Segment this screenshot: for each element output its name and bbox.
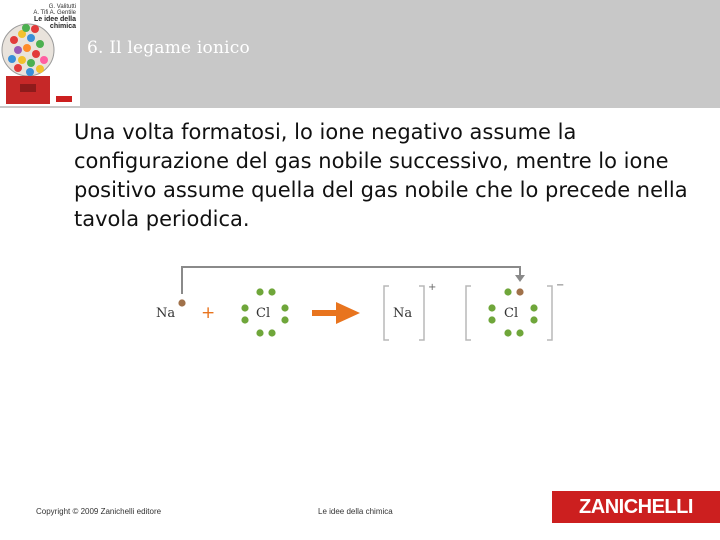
cl-electron [504, 329, 511, 336]
cl-electron [281, 304, 288, 311]
footer-copyright: Copyright © 2009 Zanichelli editore [36, 507, 162, 516]
cl-electron [516, 329, 523, 336]
chlorine-symbol: Cl [256, 306, 271, 321]
cation-symbol: Na [393, 306, 413, 321]
sodium-valence-electron [178, 299, 185, 306]
cover-authors-2: A. Tifi A. Gentile [33, 10, 76, 16]
transferred-electron [516, 288, 523, 295]
cl-electron [241, 316, 248, 323]
cl-electron [268, 288, 275, 295]
anion-charge: − [556, 280, 565, 291]
footer-book-title: Le idee della chimica [318, 507, 393, 516]
cl-electron [241, 304, 248, 311]
cover-authors-1: G. Valitutti [48, 4, 76, 10]
cl-electron [504, 288, 511, 295]
cl-electron [488, 316, 495, 323]
electron-transfer-line [182, 267, 520, 294]
body-paragraph: Una volta formatosi, lo ione negativo assume la configurazione del gas nobile successivo, mentre lo ione positivo assume quella del gas nobile che lo precede nella tavola periodica. [74, 120, 688, 231]
anion-symbol: Cl [504, 306, 519, 321]
transfer-arrowhead-icon [515, 275, 525, 282]
slide-title: 6. Il legame ionico [87, 38, 250, 58]
cl-electron [530, 316, 537, 323]
zanichelli-logo: ZANICHELLI [552, 491, 720, 523]
sodium-symbol: Na [156, 306, 176, 321]
cl-electron [256, 329, 263, 336]
cation-bracket-right [419, 286, 424, 340]
anion-bracket-left [466, 286, 471, 340]
cation-charge: + [428, 282, 437, 293]
ionic-bond-diagram [140, 258, 580, 348]
anion-bracket-right [547, 286, 552, 340]
cover-publisher-logo [56, 96, 72, 102]
cover-title-1: Le idee della [33, 16, 76, 23]
cl-electron [530, 304, 537, 311]
plus-sign: + [201, 303, 216, 323]
reaction-arrow-icon [312, 302, 360, 324]
gumball-machine-image [0, 0, 80, 106]
cl-electron [488, 304, 495, 311]
cation-bracket-left [384, 286, 389, 340]
cl-electron [256, 288, 263, 295]
book-cover-thumbnail [0, 0, 80, 106]
cl-electron [281, 316, 288, 323]
cover-title-2: chimica [49, 23, 76, 30]
cl-electron [268, 329, 275, 336]
